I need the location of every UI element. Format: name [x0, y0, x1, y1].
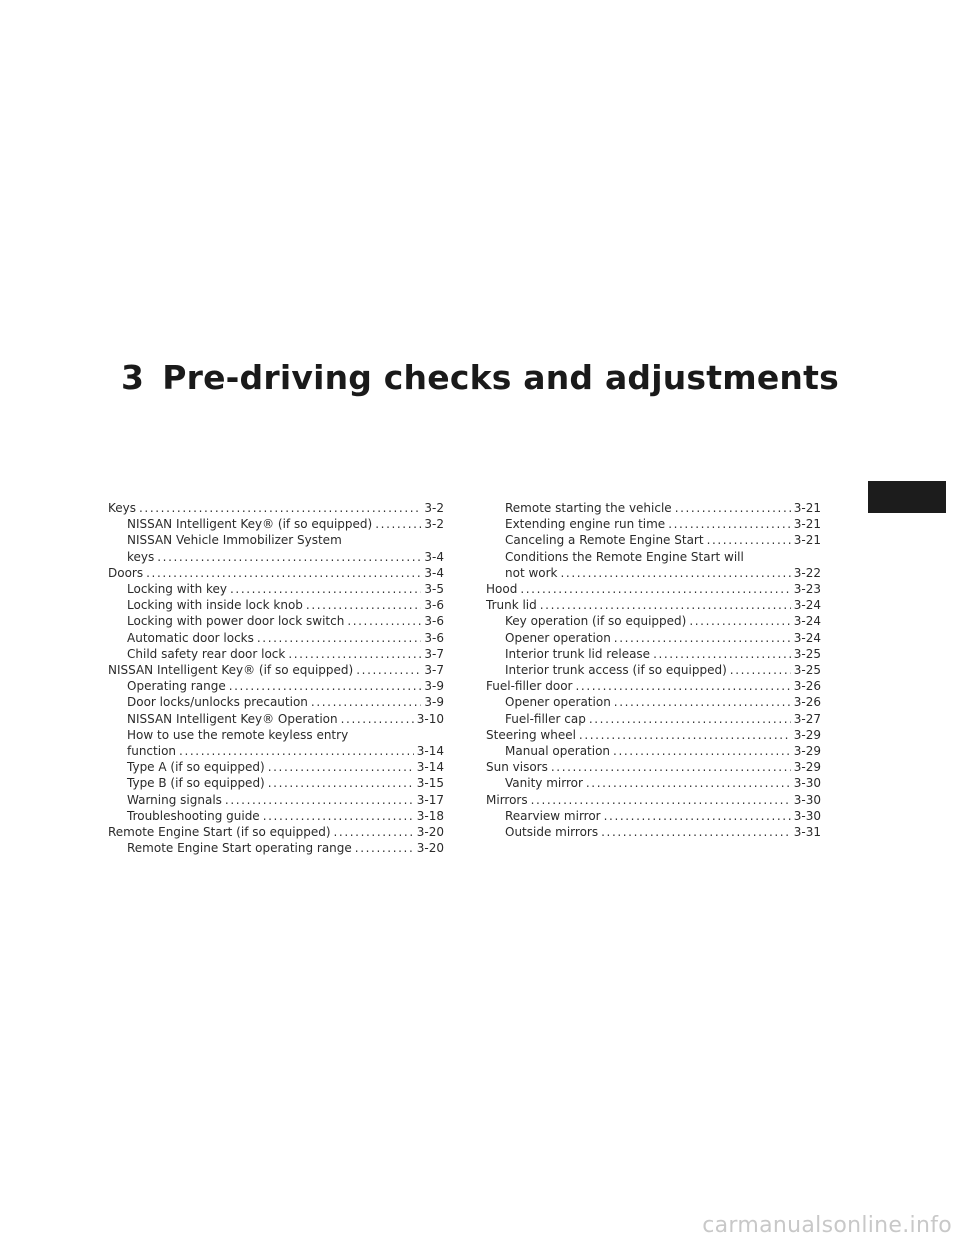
toc-entry-page: 3-30	[793, 776, 821, 791]
toc-entry[interactable]	[486, 694, 821, 710]
toc-entry-label: Opener operation	[505, 630, 611, 645]
toc-entry-page: 3-24	[793, 630, 821, 645]
toc-entry-page: 3-10	[416, 711, 444, 726]
toc-entry-label: Troubleshooting guide	[127, 808, 260, 823]
toc-entry[interactable]	[486, 662, 821, 678]
dot-leader	[355, 840, 414, 856]
toc-entry[interactable]	[108, 694, 444, 710]
toc-left-column	[108, 500, 444, 856]
toc-entry-page: 3-17	[416, 792, 444, 807]
watermark: carmanualsonline.info	[702, 1213, 952, 1238]
toc-entry-page: 3-29	[793, 760, 821, 775]
toc-entry[interactable]	[486, 711, 821, 727]
toc-entry-page: 3-24	[793, 614, 821, 629]
toc-entry-label: Child safety rear door lock	[127, 646, 286, 661]
dot-leader	[551, 759, 791, 775]
toc-entry-label: keys	[127, 549, 155, 564]
toc-entry-page: 3-30	[793, 808, 821, 823]
dot-leader	[520, 581, 790, 597]
dot-leader	[334, 824, 414, 840]
toc-entry-label: Locking with power door lock switch	[127, 614, 345, 629]
toc-entry-label: Doors	[108, 565, 144, 580]
toc-entry-label: Door locks/unlocks precaution	[127, 695, 308, 710]
toc-entry[interactable]	[108, 581, 444, 597]
toc-entry-label: Conditions the Remote Engine Start will	[505, 549, 744, 564]
dot-leader	[146, 565, 421, 581]
toc-entry-label: Rearview mirror	[505, 808, 601, 823]
toc-entry-label: Trunk lid	[486, 598, 537, 613]
toc-entry-page: 3-21	[793, 501, 821, 515]
dot-leader	[288, 646, 421, 662]
toc-entry-page: 3-6	[424, 598, 444, 613]
dot-leader	[230, 581, 421, 597]
toc-entry-page: 3-18	[416, 808, 444, 823]
toc-entry-label: Steering wheel	[486, 727, 576, 742]
dot-leader	[257, 630, 422, 646]
dot-leader	[576, 678, 791, 694]
dot-leader	[531, 792, 791, 808]
toc-entry-label: How to use the remote keyless entry	[127, 727, 349, 742]
toc-entry[interactable]	[108, 792, 444, 808]
dot-leader	[730, 662, 791, 678]
dot-leader	[268, 775, 414, 791]
toc-entry-page: 3-7	[424, 646, 444, 661]
dot-leader	[311, 694, 421, 710]
toc-entry[interactable]	[108, 759, 444, 775]
toc-entry-page: 3-2	[424, 517, 444, 532]
toc-entry[interactable]	[108, 613, 444, 629]
toc-entry-page: 3-2	[424, 501, 444, 515]
chapter-number: 3	[121, 358, 145, 397]
toc-entry[interactable]	[108, 678, 444, 694]
toc-entry-label: NISSAN Intelligent Key® Operation	[127, 711, 338, 726]
dot-leader	[306, 597, 421, 613]
toc-entry-page: 3-26	[793, 695, 821, 710]
dot-leader	[229, 678, 422, 694]
toc-entry-page: 3-6	[424, 630, 444, 645]
toc-entry-page: 3-14	[416, 760, 444, 775]
toc-entry-label: NISSAN Intelligent Key® (if so equipped)	[127, 517, 373, 532]
dot-leader	[614, 630, 791, 646]
toc-entry-page: 3-21	[793, 517, 821, 532]
toc-entry[interactable]	[108, 711, 444, 727]
toc-entry-page: 3-24	[793, 598, 821, 613]
toc-entry-label: Fuel-filler door	[486, 679, 573, 694]
dot-leader	[561, 565, 791, 581]
toc-entry[interactable]	[486, 759, 821, 775]
toc-entry-label: Manual operation	[505, 744, 611, 759]
toc-entry[interactable]	[486, 743, 821, 759]
toc-entry[interactable]	[486, 549, 821, 581]
toc-entry-page: 3-29	[793, 744, 821, 759]
dot-leader	[601, 824, 791, 840]
toc-entry-label: Locking with key	[127, 582, 228, 597]
toc-entry[interactable]	[486, 500, 821, 516]
toc-entry[interactable]	[486, 532, 821, 548]
toc-entry[interactable]	[108, 840, 444, 856]
toc-entry[interactable]	[108, 630, 444, 646]
toc-entry[interactable]	[486, 581, 821, 597]
toc-entry-page: 3-20	[416, 825, 444, 840]
toc-entry[interactable]	[486, 808, 821, 824]
toc-entry-page: 3-5	[424, 582, 444, 597]
toc-entry-label: Type A (if so equipped)	[127, 760, 265, 775]
toc-entry-label: Remote starting the vehicle	[505, 501, 672, 515]
toc-entry-page: 3-9	[424, 695, 444, 710]
toc-entry-label: Interior trunk lid release	[505, 646, 651, 661]
toc-entry-label: Type B (if so equipped)	[127, 776, 265, 791]
dot-leader	[139, 500, 421, 516]
toc-entry-page: 3-9	[424, 679, 444, 694]
toc-entry-page: 3-29	[793, 727, 821, 742]
toc-entry[interactable]	[486, 792, 821, 808]
toc-entry-page: 3-25	[793, 663, 821, 678]
toc-entry-label: Interior trunk access (if so equipped)	[505, 663, 727, 678]
dot-leader	[653, 646, 791, 662]
toc-entry[interactable]	[486, 597, 821, 613]
toc-entry[interactable]	[486, 824, 821, 840]
toc-entry[interactable]	[108, 824, 444, 840]
dot-leader	[157, 549, 421, 565]
toc-entry-label: Opener operation	[505, 695, 611, 710]
dot-leader	[668, 516, 791, 532]
toc-entry-label: Warning signals	[127, 792, 222, 807]
toc-entry-page: 3-14	[416, 744, 444, 759]
toc-entry-label: NISSAN Intelligent Key® (if so equipped)	[108, 663, 354, 678]
dot-leader	[586, 775, 791, 791]
dot-leader	[613, 743, 791, 759]
toc-entry-label: Operating range	[127, 679, 226, 694]
toc-entry[interactable]	[486, 613, 821, 629]
toc-right-column	[486, 500, 821, 840]
toc-entry-label: Outside mirrors	[505, 825, 599, 840]
toc-entry-page: 3-26	[793, 679, 821, 694]
toc-entry-label: not work	[505, 565, 558, 580]
toc-entry-label: NISSAN Vehicle Immobilizer System	[127, 533, 342, 548]
dot-leader	[225, 792, 414, 808]
toc-entry-label: Sun visors	[486, 760, 548, 775]
toc-entry-page: 3-27	[793, 711, 821, 726]
toc-entry-page: 3-22	[793, 565, 821, 580]
dot-leader	[675, 500, 791, 516]
dot-leader	[604, 808, 791, 824]
toc-entry[interactable]	[486, 727, 821, 743]
toc-entry-label: Locking with inside lock knob	[127, 598, 303, 613]
dot-leader	[179, 743, 414, 759]
toc-entry[interactable]	[108, 565, 444, 581]
toc-entry[interactable]	[108, 532, 444, 564]
dot-leader	[268, 759, 414, 775]
toc-entry[interactable]	[108, 500, 444, 516]
toc-entry[interactable]	[108, 597, 444, 613]
toc-entry[interactable]	[486, 678, 821, 694]
dot-leader	[375, 516, 421, 532]
toc-entry-page: 3-23	[793, 582, 821, 597]
toc-entry-label: Fuel-filler cap	[505, 711, 586, 726]
dot-leader	[356, 662, 421, 678]
toc-entry[interactable]	[486, 646, 821, 662]
toc-entry-page: 3-20	[416, 841, 444, 856]
dot-leader	[589, 711, 791, 727]
toc-entry-page: 3-25	[793, 646, 821, 661]
dot-leader	[347, 613, 421, 629]
toc-entry[interactable]	[108, 662, 444, 678]
toc-entry-page: 3-6	[424, 614, 444, 629]
toc-entry-page: 3-21	[793, 533, 821, 548]
toc-entry-page: 3-31	[793, 825, 821, 840]
toc-entry-label: Vanity mirror	[505, 776, 583, 791]
toc-entry[interactable]	[108, 775, 444, 791]
toc-entry[interactable]	[108, 646, 444, 662]
toc-entry-label: Keys	[108, 501, 137, 515]
toc-entry[interactable]	[486, 630, 821, 646]
toc-entry-label: Automatic door locks	[127, 630, 254, 645]
dot-leader	[614, 694, 791, 710]
toc-entry[interactable]	[486, 516, 821, 532]
toc-entry-page: 3-15	[416, 776, 444, 791]
toc-entry-label: Mirrors	[486, 792, 528, 807]
toc-entry-label: Remote Engine Start operating range	[127, 841, 352, 856]
dot-leader	[540, 597, 791, 613]
toc-entry[interactable]	[486, 775, 821, 791]
dot-leader	[689, 613, 790, 629]
toc-entry-label: Extending engine run time	[505, 517, 666, 532]
dot-leader	[579, 727, 791, 743]
chapter-title	[0, 358, 960, 397]
dot-leader	[707, 532, 791, 548]
chapter-tab-marker	[868, 481, 946, 513]
chapter-heading: Pre-driving checks and adjustments	[162, 358, 839, 397]
toc-entry-page: 3-30	[793, 792, 821, 807]
toc-entry[interactable]	[108, 516, 444, 532]
toc-entry[interactable]	[108, 808, 444, 824]
toc-entry-page: 3-4	[424, 549, 444, 564]
toc-entry-page: 3-4	[424, 565, 444, 580]
toc-entry-label: function	[127, 744, 177, 759]
toc-entry-label: Key operation (if so equipped)	[505, 614, 687, 629]
toc-entry-label: Canceling a Remote Engine Start	[505, 533, 704, 548]
dot-leader	[341, 711, 414, 727]
dot-leader	[263, 808, 414, 824]
toc-entry-label: Remote Engine Start (if so equipped)	[108, 825, 331, 840]
toc-entry-label: Hood	[486, 582, 518, 597]
toc-entry-page: 3-7	[424, 663, 444, 678]
toc-entry[interactable]	[108, 727, 444, 759]
